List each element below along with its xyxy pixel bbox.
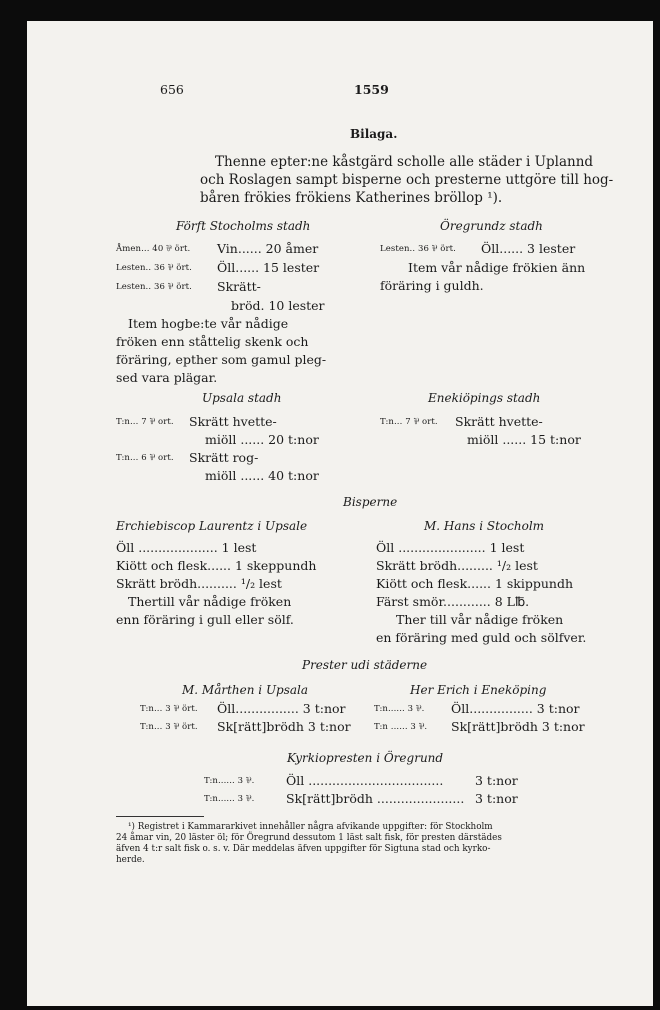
note-line: sed vara plägar.	[116, 370, 218, 385]
note-line: Item hogbe:te vår nådige	[128, 316, 289, 331]
qty: T:n ...... 3 ⅌.	[374, 722, 428, 732]
item: Öll...... 15 lester	[217, 260, 320, 275]
item: mi̇öll ...... 20 t:nor	[205, 432, 319, 447]
item: Öll ..................................	[286, 773, 444, 788]
qty: Lesten.. 36 ⅌ ört.	[116, 263, 192, 273]
qty: T:n...... 3 ⅌.	[204, 794, 255, 804]
note-line: föräring, epther som gamul pleg-	[116, 352, 327, 367]
item: miöll ...... 15 t:nor	[467, 432, 581, 447]
qty: T:n... 7 ⅌ ort.	[116, 417, 174, 427]
row: Öll .................... 1 lest	[116, 540, 257, 555]
qty: T:n... 7 ⅌ ort.	[380, 417, 438, 427]
note-line: Item vår nådige frökien änn	[408, 260, 586, 275]
note-line: Ther till vår nådige fröken	[396, 612, 564, 627]
book-page	[27, 21, 653, 1006]
row: Kiött och flesk...... 1 skippundh	[376, 576, 574, 591]
enekoping-heading: Enekiöpings stadh	[428, 391, 541, 405]
qty: Åmen... 40 ⅌ ört.	[116, 244, 191, 254]
intro-line: båren frökies frökiens Katherines bröllop ¹).	[200, 190, 503, 206]
row: Öll ...................... 1 lest	[376, 540, 525, 555]
note-line: fröken enn ståttelig skenk och	[116, 334, 309, 349]
qty: Lesten.. 36 ⅌ ört.	[116, 282, 192, 292]
footnote-rule	[116, 816, 204, 817]
intro-line: och Roslagen sampt bisperne och presterne uttgöre till hog-	[200, 172, 614, 188]
amount: 3 t:nor	[475, 791, 518, 806]
intro-line: Thenne epter:ne kåstgärd scholle alle städer i Uplannd	[215, 154, 594, 170]
page-number: 656	[160, 82, 184, 97]
bishop-left-heading: Erchiebiscop Laurentz i Upsale	[116, 519, 308, 533]
row: Skrätt brödh......... ¹/₂ lest	[376, 558, 538, 573]
item: bröd. 10 lester	[231, 298, 325, 313]
item: Öll................ 3 t:nor	[217, 701, 346, 716]
appendix-title: Bilaga.	[350, 127, 398, 141]
row: Skrätt brödh.......... ¹/₂ lest	[116, 576, 282, 591]
bisperne-heading: Bisperne	[343, 495, 398, 509]
item: Skrätt hvette-	[455, 414, 543, 429]
item: Öll................ 3 t:nor	[451, 701, 580, 716]
footnote-line: 24 åmar vin, 20 läster öl; för Öregrund dessutom 1 läst salt fisk, för presten därstädes	[116, 833, 502, 843]
priest-right-heading: Her Erich i Eneköping	[410, 683, 547, 697]
row: Kiött och flesk...... 1 skeppundh	[116, 558, 317, 573]
item: Skrätt hvette-	[189, 414, 277, 429]
item: Skrätt-	[217, 279, 261, 294]
item: Öll...... 3 lester	[481, 241, 576, 256]
item: Vin...... 20 åmer	[217, 241, 319, 256]
amount: 3 t:nor	[475, 773, 518, 788]
oregrund-heading: Öregrundz stadh	[440, 219, 543, 233]
qty: T:n... 3 ⅌ ört.	[140, 704, 198, 714]
upsala-heading: Upsala stadh	[202, 391, 282, 405]
bishop-right-heading: M. Hans i Stocholm	[424, 519, 545, 533]
footnote-line: ¹) Registret i Kammararkivet innehåller några afvikande uppgifter: för Stockholm	[128, 822, 493, 832]
stockholm-heading: Förft Stocholms stadh	[176, 219, 311, 233]
footnote-line: herde.	[116, 855, 145, 865]
item: Sk[rätt]brödh 3 t:nor	[451, 719, 585, 734]
note-line: Thertill vår nådige fröken	[128, 594, 292, 609]
prester-heading: Prester udi städerne	[302, 658, 428, 672]
qty: T:n... 6 ⅌ ort.	[116, 453, 174, 463]
qty: T:n...... 3 ⅌.	[374, 704, 425, 714]
qty: Lesten.. 36 ⅌ ört.	[380, 244, 456, 254]
qty: T:n... 3 ⅌ ört.	[140, 722, 198, 732]
item: Sk[rätt]brödh ......................	[286, 791, 465, 806]
running-year: 1559	[354, 82, 389, 97]
kyrkio-heading: Kyrkiopresten i Öregrund	[287, 751, 444, 765]
row: Färst smör............ 8 L℔.	[376, 594, 530, 609]
note-line: enn föräring i gull eller sölf.	[116, 612, 294, 627]
note-line: en föräring med guld och sölfver.	[376, 630, 587, 645]
item: Sk[rätt]brödh 3 t:nor	[217, 719, 351, 734]
note-line: föräring i guldh.	[380, 278, 484, 293]
item: miöll ...... 40 t:nor	[205, 468, 319, 483]
item: Skrätt rog-	[189, 450, 259, 465]
qty: T:n...... 3 ⅌.	[204, 776, 255, 786]
footnote-line: äfven 4 t:r salt fisk o. s. v. Där meddelas äfven uppgifter för Sigtuna stad och kyrko-	[116, 844, 491, 854]
priest-left-heading: M. Mårthen i Upsala	[182, 683, 309, 697]
